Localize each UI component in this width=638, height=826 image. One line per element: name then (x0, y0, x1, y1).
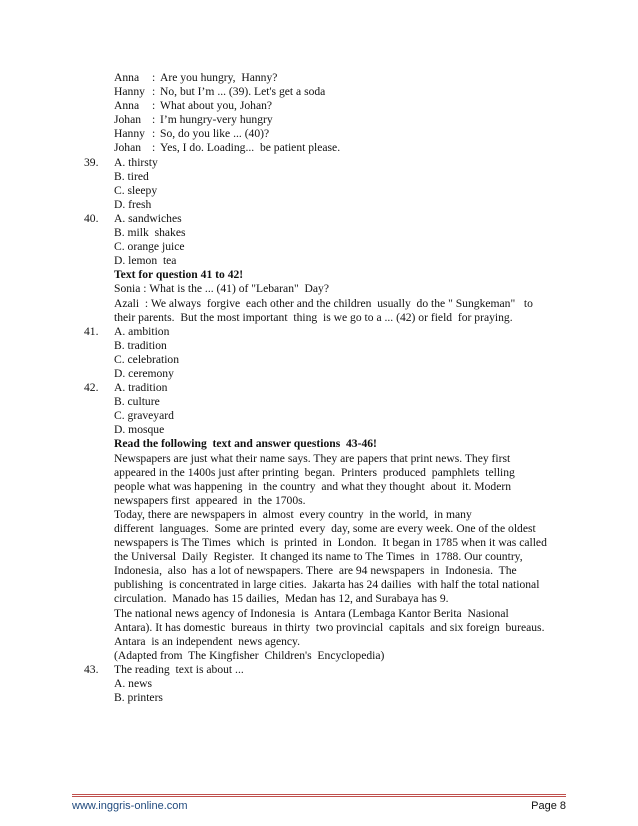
question-42 (0, 381, 638, 395)
footer-divider (72, 794, 566, 795)
section-heading: Read the following text and answer questions 43-46! (114, 437, 377, 451)
dialogue-line: Anna : What about you, Johan? (114, 99, 273, 113)
dialogue-line: Anna : Are you hungry, Hanny? (114, 71, 278, 84)
passage-line: people what was happening in the country and what they thought about it. Modern (114, 479, 512, 493)
dialogue-line: Hanny : So, do you like ... (40)? (114, 127, 270, 141)
option: B. tradition (114, 338, 167, 352)
option: D. ceremony (114, 366, 174, 380)
speaker: Johan (114, 113, 142, 127)
option: D. fresh (114, 197, 152, 211)
dialogue-text: No, but I’m ... (39). Let's get a soda (160, 85, 326, 99)
dialogue-text: Yes, I do. Loading... be patient please. (160, 141, 341, 155)
speaker: Hanny (114, 85, 145, 99)
passage-line: appeared in the 1400s just after printing began. Printers produced pamphlets telling (114, 465, 515, 479)
speaker: Anna (114, 71, 140, 84)
dialogue-line: Hanny : No, but I’m ... (39). Let's get a soda (114, 85, 326, 99)
footer-divider (72, 796, 566, 797)
option: C. sleepy (114, 183, 158, 197)
option: A. ambition (114, 324, 170, 338)
question-number: 43. (84, 662, 99, 676)
option: A. news (114, 677, 152, 691)
option: D. mosque (114, 423, 165, 437)
question-41 (0, 325, 638, 339)
option: C. celebration (114, 352, 180, 366)
document-body (0, 71, 638, 705)
passage-line: circulation. Manado has 15 dailies, Medan has 12, and Surabaya has 9. (114, 592, 449, 606)
section-heading: Text for question 41 to 42! (114, 268, 244, 282)
passage-line: Newspapers are just what their name says. They are papers that print news. They first (114, 451, 511, 465)
option: A. sandwiches (114, 211, 182, 225)
passage-line: newspapers is The Times which is printed in London. It began in 1785 when it was called (114, 536, 547, 550)
dialogue-text: I’m hungry-very hungry (160, 113, 273, 127)
question-number: 42. (84, 381, 99, 395)
question-stem: The reading text is about ... (114, 662, 244, 676)
passage-line: Antara is an independent news agency. (114, 634, 300, 648)
option: C. orange juice (114, 240, 185, 254)
passage-line: Today, there are newspapers in almost every country in the world, in many (114, 507, 472, 521)
dialogue-line: their parents. But the most important thing is we go to a ... (42) or field for praying. (114, 310, 513, 324)
dialogue-line: Azali : We always forgive each other and the children usually do the " Sungkeman" to (114, 296, 533, 310)
page-number: Page 8 (531, 800, 566, 812)
option: D. lemon tea (114, 254, 177, 268)
passage-line: the Universal Daily Register. It changed its name to The Times in 1788. Our country, (114, 550, 523, 564)
question-number: 41. (84, 324, 99, 338)
dialogue-text: What about you, Johan? (160, 99, 273, 113)
speaker: Hanny (114, 127, 145, 141)
question-40 (0, 212, 638, 226)
dialogue-text: So, do you like ... (40)? (160, 127, 270, 141)
option: B. culture (114, 395, 160, 409)
dialogue-text: Are you hungry, Hanny? (160, 71, 278, 84)
option: A. tradition (114, 381, 168, 395)
question-number: 40. (84, 211, 99, 225)
passage-line: Indonesia, also has a lot of newspapers. There are 94 newspapers in Indonesia. The (114, 564, 517, 578)
passage-line: Antara). It has domestic bureaus in thirty two provincial capitals and six foreign bureaus. (114, 620, 545, 634)
option: B. milk shakes (114, 226, 186, 240)
dialogue-line: Johan : I’m hungry-very hungry (114, 113, 273, 127)
passage-line: newspapers first appeared in the 1700s. (114, 493, 306, 507)
footer-website: www.inggris-online.com (72, 800, 188, 812)
dialogue-line: Johan : Yes, I do. Loading... be patient please. (114, 141, 341, 155)
speaker: Anna (114, 99, 140, 113)
option: A. thirsty (114, 155, 158, 169)
option: C. graveyard (114, 409, 174, 423)
passage-line: publishing is concentrated in large cities. Jakarta has 24 dailies with half the total national (114, 578, 540, 592)
passage-line: (Adapted from The Kingfisher Children's Encyclopedia) (114, 648, 385, 662)
question-43 (0, 663, 638, 677)
speaker: Johan (114, 141, 142, 155)
question-39 (0, 156, 638, 170)
question-number: 39. (84, 155, 99, 169)
option: B. tired (114, 169, 149, 183)
dialogue-line: Sonia : What is the ... (41) of "Lebaran" Day? (114, 282, 329, 296)
option: B. printers (114, 691, 163, 705)
passage-line: different languages. Some are printed every day, some are every week. One of the oldest (114, 522, 536, 535)
passage-line: The national news agency of Indonesia is Antara (Lembaga Kantor Berita Nasional (114, 606, 509, 620)
